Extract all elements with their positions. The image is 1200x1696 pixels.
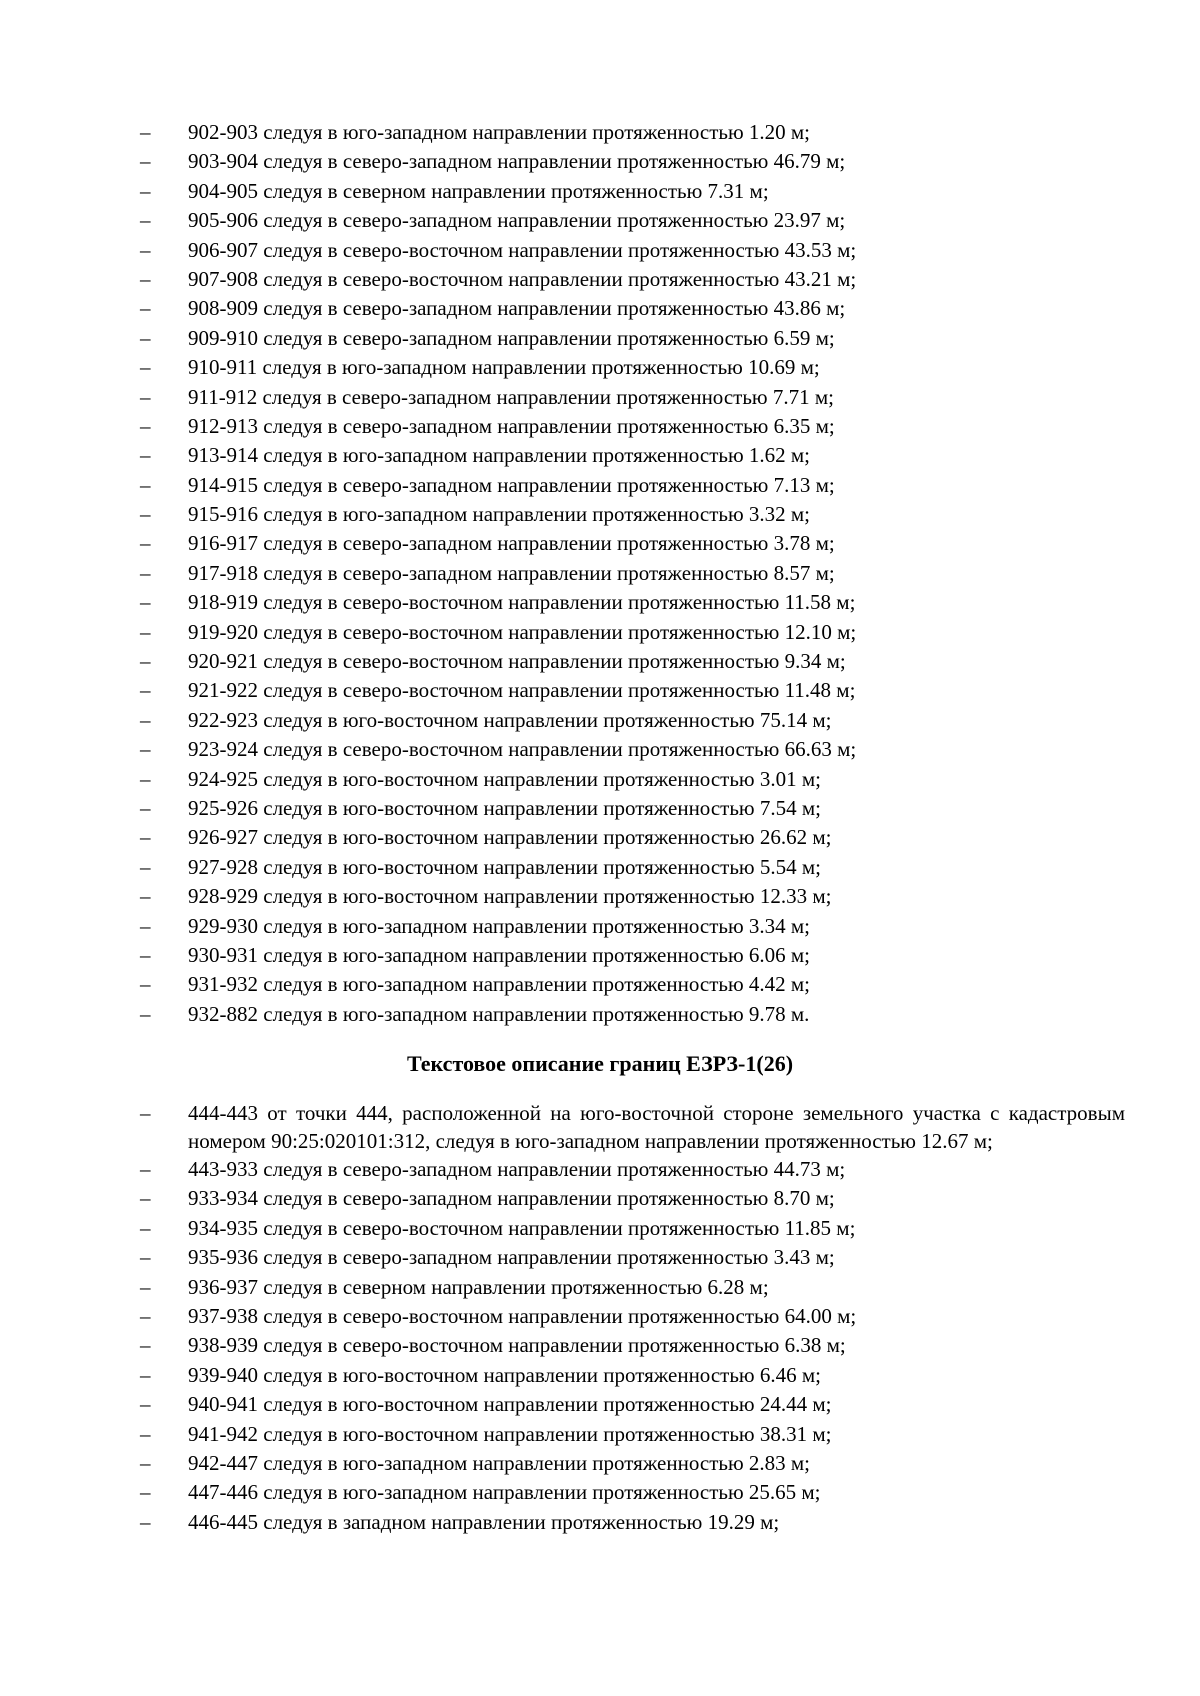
bullet-dash: – [140, 208, 151, 233]
list-item [140, 970, 1125, 999]
list-item-text: 937-938 следуя в северо-восточном направлении протяженностью 64.00 м; [188, 1303, 857, 1328]
bullet-dash: – [140, 178, 151, 203]
list-item-text: 935-936 следуя в северо-западном направлении протяженностью 3.43 м; [188, 1245, 835, 1270]
bullet-dash: – [140, 884, 151, 909]
bullet-dash: – [140, 590, 151, 615]
bullet-dash: – [140, 472, 151, 497]
list-item [140, 618, 1125, 647]
list-item [140, 471, 1125, 500]
bullet-dash: – [140, 1245, 151, 1270]
list-item [140, 177, 1125, 206]
bullet-dash: – [140, 149, 151, 174]
bullet-dash: – [140, 707, 151, 732]
list-item [140, 941, 1125, 970]
list-item [140, 1000, 1125, 1029]
bullet-dash: – [140, 413, 151, 438]
bullet-dash: – [140, 1333, 151, 1358]
list-item-text: 936-937 следуя в северном направлении протяженностью 6.28 м; [188, 1274, 769, 1299]
bullet-dash: – [140, 1157, 151, 1181]
list-item-text: 930-931 следуя в юго-западном направлении протяженностью 6.06 м; [188, 942, 811, 967]
list-item-text: 918-919 следуя в северо-восточном направлении протяженностью 11.58 м; [188, 590, 856, 615]
bullet-dash: – [140, 355, 151, 380]
bullet-dash: – [140, 1101, 151, 1125]
list-item [140, 236, 1125, 265]
bullet-dash: – [140, 766, 151, 791]
list-item [140, 559, 1125, 588]
list-item-text: 932-882 следуя в юго-западном направлении протяженностью 9.78 м. [188, 1001, 810, 1026]
bullet-dash: – [140, 649, 151, 674]
list-item-text: 941-942 следуя в юго-восточном направлении протяженностью 38.31 м; [188, 1421, 832, 1446]
bullet-dash: – [140, 1450, 151, 1475]
bullet-dash: – [140, 1303, 151, 1328]
list-item-text: 939-940 следуя в юго-восточном направлении протяженностью 6.46 м; [188, 1362, 821, 1387]
bullet-dash: – [140, 560, 151, 585]
list-item-text: 920-921 следуя в северо-восточном направлении протяженностью 9.34 м; [188, 649, 846, 674]
list-item [140, 1214, 1125, 1243]
list-item [140, 1420, 1125, 1449]
bullet-dash: – [140, 384, 151, 409]
list-item-text: 933-934 следуя в северо-западном направлении протяженностью 8.70 м; [188, 1186, 835, 1211]
bullet-dash: – [140, 296, 151, 321]
boundary-list-1 [140, 118, 1125, 1029]
list-item-text: 903-904 следуя в северо-западном направлении протяженностью 46.79 м; [188, 149, 846, 174]
list-item [140, 676, 1125, 705]
list-item-text: 443-933 следуя в северо-западном направлении протяженностью 44.73 м; [188, 1157, 846, 1181]
list-item [140, 265, 1125, 294]
list-item [140, 1449, 1125, 1478]
list-item-text: 921-922 следуя в северо-восточном направлении протяженностью 11.48 м; [188, 678, 856, 703]
list-item [140, 118, 1125, 147]
bullet-dash: – [140, 825, 151, 850]
list-item-text: 446-445 следуя в западном направлении протяженностью 19.29 м; [188, 1509, 780, 1534]
list-item-text: 924-925 следуя в юго-восточном направлении протяженностью 3.01 м; [188, 766, 821, 791]
list-item [140, 1478, 1125, 1507]
bullet-dash: – [140, 1362, 151, 1387]
list-item [140, 1361, 1125, 1390]
list-item [140, 294, 1125, 323]
list-item-text: 926-927 следуя в юго-восточном направлении протяженностью 26.62 м; [188, 825, 832, 850]
list-item [140, 324, 1125, 353]
list-item [140, 500, 1125, 529]
bullet-dash: – [140, 942, 151, 967]
list-item-text: 907-908 следуя в северо-восточном направлении протяженностью 43.21 м; [188, 266, 857, 291]
bullet-dash: – [140, 443, 151, 468]
bullet-dash: – [140, 237, 151, 262]
list-item-text: 917-918 следуя в северо-западном направлении протяженностью 8.57 м; [188, 560, 835, 585]
list-item-text: 912-913 следуя в северо-западном направлении протяженностью 6.35 м; [188, 413, 835, 438]
bullet-dash: – [140, 1480, 151, 1505]
list-item-text: 911-912 следуя в северо-западном направлении протяженностью 7.71 м; [188, 384, 834, 409]
list-item [140, 706, 1125, 735]
list-item [140, 882, 1125, 911]
list-item [140, 647, 1125, 676]
boundary-list-2 [140, 1099, 1125, 1537]
list-item-text: 915-916 следуя в юго-западном направлении протяженностью 3.32 м; [188, 502, 811, 527]
list-item [140, 823, 1125, 852]
list-item [140, 353, 1125, 382]
list-item [140, 912, 1125, 941]
list-item-text: 925-926 следуя в юго-восточном направлении протяженностью 7.54 м; [188, 795, 821, 820]
bullet-dash: – [140, 737, 151, 762]
list-item-text: 444-443 от точки 444, расположенной на юго-восточной стороне земельного участка с кадастровым номером 90:25:020101:312, следуя в юго-западном направлении протяженностью 12.67 м; [188, 1101, 1125, 1153]
bullet-dash: – [140, 678, 151, 703]
bullet-dash: – [140, 1509, 151, 1534]
list-item [140, 1099, 1125, 1155]
bullet-dash: – [140, 619, 151, 644]
list-item [140, 765, 1125, 794]
list-item [140, 1331, 1125, 1360]
list-item-text: 910-911 следуя в юго-западном направлении протяженностью 10.69 м; [188, 355, 820, 380]
list-item [140, 529, 1125, 558]
list-item-text: 902-903 следуя в юго-западном направлении протяженностью 1.20 м; [188, 120, 811, 144]
list-item [140, 412, 1125, 441]
list-item-text: 928-929 следуя в юго-восточном направлении протяженностью 12.33 м; [188, 884, 832, 909]
list-item [140, 1155, 1125, 1184]
list-item [140, 1508, 1125, 1537]
bullet-dash: – [140, 1186, 151, 1211]
bullet-dash: – [140, 325, 151, 350]
bullet-dash: – [140, 1421, 151, 1446]
list-item [140, 853, 1125, 882]
list-item-text: 904-905 следуя в северном направлении протяженностью 7.31 м; [188, 178, 769, 203]
list-item-text: 905-906 следуя в северо-западном направлении протяженностью 23.97 м; [188, 208, 846, 233]
list-item [140, 1273, 1125, 1302]
list-item-text: 916-917 следуя в северо-западном направлении протяженностью 3.78 м; [188, 531, 835, 556]
list-item [140, 1243, 1125, 1272]
section-heading: Текстовое описание границ ЕЗРЗ-1(26) [406, 1051, 794, 1076]
list-item-text: 927-928 следуя в юго-восточном направлении протяженностью 5.54 м; [188, 854, 821, 879]
list-item-text: 938-939 следуя в северо-восточном направлении протяженностью 6.38 м; [188, 1333, 846, 1358]
list-item-text: 940-941 следуя в юго-восточном направлении протяженностью 24.44 м; [188, 1392, 832, 1417]
list-item [140, 441, 1125, 470]
list-item-text: 447-446 следуя в юго-западном направлении протяженностью 25.65 м; [188, 1480, 821, 1505]
bullet-dash: – [140, 266, 151, 291]
list-item [140, 1390, 1125, 1419]
list-item-text: 909-910 следуя в северо-западном направлении протяженностью 6.59 м; [188, 325, 835, 350]
list-item-text: 931-932 следуя в юго-западном направлении протяженностью 4.42 м; [188, 972, 811, 997]
bullet-dash: – [140, 502, 151, 527]
list-item [140, 206, 1125, 235]
list-item-text: 923-924 следуя в северо-восточном направлении протяженностью 66.63 м; [188, 737, 857, 762]
list-item-text: 914-915 следуя в северо-западном направлении протяженностью 7.13 м; [188, 472, 835, 497]
list-item [140, 147, 1125, 176]
bullet-dash: – [140, 854, 151, 879]
bullet-dash: – [140, 913, 151, 938]
list-item-text: 922-923 следуя в юго-восточном направлении протяженностью 75.14 м; [188, 707, 832, 732]
bullet-dash: – [140, 972, 151, 997]
bullet-dash: – [140, 1001, 151, 1026]
bullet-dash: – [140, 1215, 151, 1240]
bullet-dash: – [140, 1392, 151, 1417]
list-item-text: 942-447 следуя в юго-западном направлении протяженностью 2.83 м; [188, 1450, 811, 1475]
list-item [140, 588, 1125, 617]
list-item-text: 919-920 следуя в северо-восточном направлении протяженностью 12.10 м; [188, 619, 857, 644]
list-item-text: 913-914 следуя в юго-западном направлении протяженностью 1.62 м; [188, 443, 811, 468]
list-item [140, 735, 1125, 764]
list-item [140, 1184, 1125, 1213]
list-item [140, 1302, 1125, 1331]
list-item-text: 908-909 следуя в северо-западном направлении протяженностью 43.86 м; [188, 296, 846, 321]
list-item-text: 906-907 следуя в северо-восточном направлении протяженностью 43.53 м; [188, 237, 857, 262]
bullet-dash: – [140, 531, 151, 556]
list-item [140, 383, 1125, 412]
list-item-text: 934-935 следуя в северо-восточном направлении протяженностью 11.85 м; [188, 1215, 856, 1240]
bullet-dash: – [140, 1274, 151, 1299]
list-item [140, 794, 1125, 823]
bullet-dash: – [140, 795, 151, 820]
list-item-text: 929-930 следуя в юго-западном направлении протяженностью 3.34 м; [188, 913, 811, 938]
bullet-dash: – [140, 120, 151, 144]
